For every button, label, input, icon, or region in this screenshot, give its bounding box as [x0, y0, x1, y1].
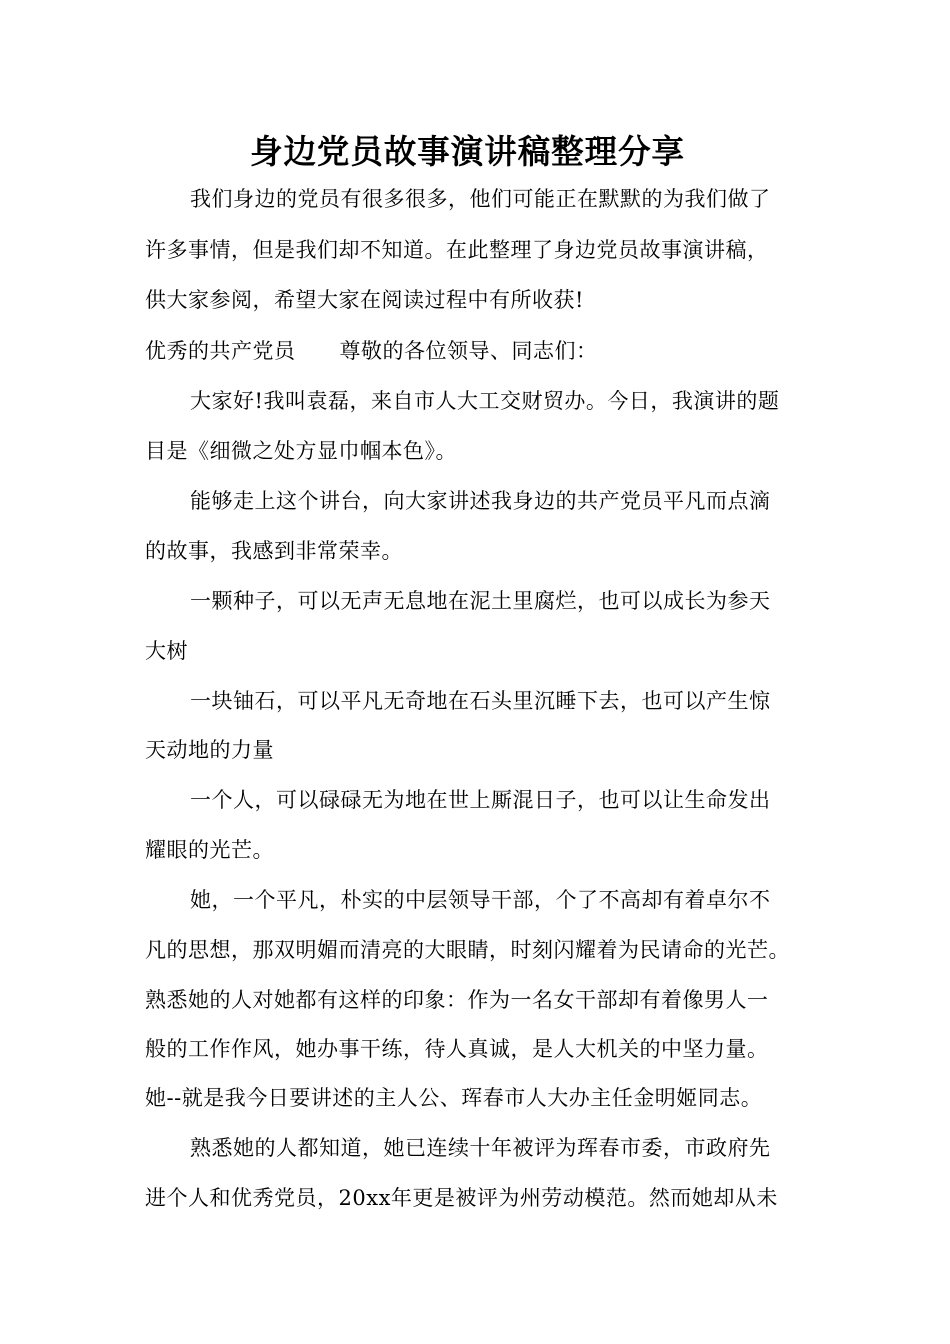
paragraph-line: 供大家参阅，希望大家在阅读过程中有所收获! — [145, 288, 584, 312]
section-heading: 优秀的共产党员 — [145, 339, 296, 363]
paragraph-line: 目是《细微之处方显巾帼本色》。 — [145, 439, 457, 463]
paragraph-line: 一颗种子，可以无声无息地在泥土里腐烂，也可以成长为参天 — [190, 589, 771, 613]
paragraph-line: 大家好!我叫袁磊，来自市人大工交财贸办。今日，我演讲的题 — [190, 389, 780, 413]
paragraph-line: 天动地的力量 — [145, 738, 274, 762]
paragraph-line: 大树 — [145, 639, 188, 663]
paragraph-line: 一个人，可以碌碌无为地在世上厮混日子，也可以让生命发出 — [190, 788, 771, 812]
salutation: 尊敬的各位领导、同志们： — [339, 339, 598, 363]
paragraph-line: 般的工作作风，她办事干练，待人真诚，是人大机关的中坚力量。 — [145, 1037, 769, 1061]
heading-line — [145, 336, 598, 366]
paragraph-line: 能够走上这个讲台，向大家讲述我身边的共产党员平凡而点滴 — [190, 489, 771, 513]
paragraph-line: 她--就是我今日要讲述的主人公、珲春市人大办主任金明姬同志。 — [145, 1086, 763, 1110]
paragraph-line: 的故事，我感到非常荣幸。 — [145, 539, 403, 563]
document-title: 身边党员故事演讲稿整理分享 — [249, 132, 686, 171]
paragraph-line: 许多事情，但是我们却不知道。在此整理了身边党员故事演讲稿， — [145, 238, 769, 262]
paragraph-line: 耀眼的光芒。 — [145, 838, 274, 862]
paragraph-line: 我们身边的党员有很多很多，他们可能正在默默的为我们做了 — [190, 187, 771, 211]
paragraph-line: 熟悉她的人都知道，她已连续十年被评为珲春市委，市政府先 — [190, 1136, 771, 1160]
paragraph-line: 熟悉她的人对她都有这样的印象：作为一名女干部却有着像男人一 — [145, 988, 769, 1012]
paragraph-line: 进个人和优秀党员，20xx年更是被评为州劳动模范。然而她却从未 — [145, 1186, 778, 1210]
paragraph-line: 她，一个平凡，朴实的中层领导干部，个了不高却有着卓尔不 — [190, 888, 771, 912]
paragraph-line: 一块铀石，可以平凡无奇地在石头里沉睡下去，也可以产生惊 — [190, 689, 771, 713]
paragraph-line: 凡的思想，那双明媚而清亮的大眼睛，时刻闪耀着为民请命的光芒。 — [145, 938, 790, 962]
